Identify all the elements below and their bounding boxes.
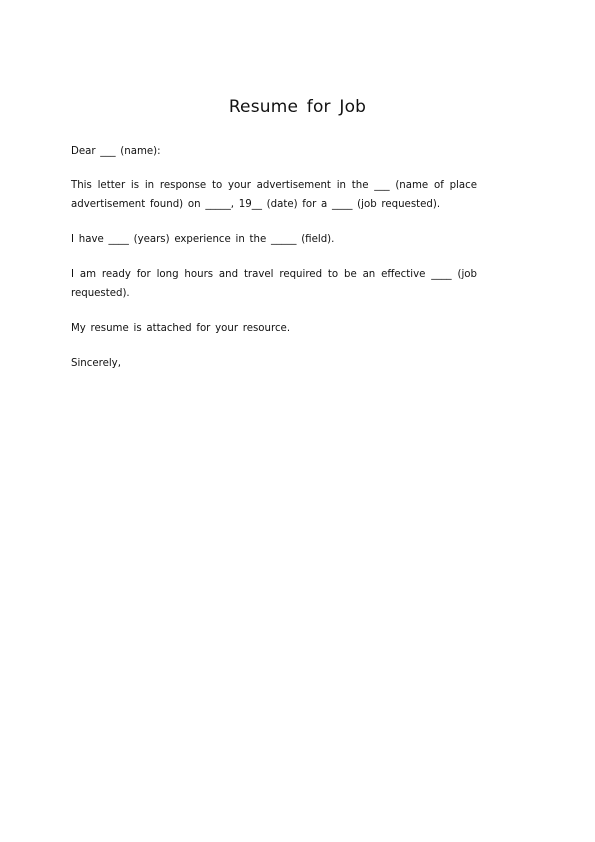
letter-body bbox=[71, 142, 477, 389]
salutation: Dear ___ (name): bbox=[71, 146, 161, 157]
paragraph-response: This letter is in response to your advertisement in the ___ (name of place advertisement found) on _____, 19__ (date) for a ____ (job requested). bbox=[71, 180, 477, 210]
closing: Sincerely, bbox=[71, 358, 121, 369]
paragraph-resume-attached: My resume is attached for your resource. bbox=[71, 323, 291, 334]
paragraph-experience: I have ____ (years) experience in the _____ (field). bbox=[71, 234, 335, 245]
paragraph-availability: I am ready for long hours and travel required to be an effective ____ (job requested). bbox=[71, 269, 477, 299]
document-title: Resume for Job bbox=[228, 97, 367, 117]
